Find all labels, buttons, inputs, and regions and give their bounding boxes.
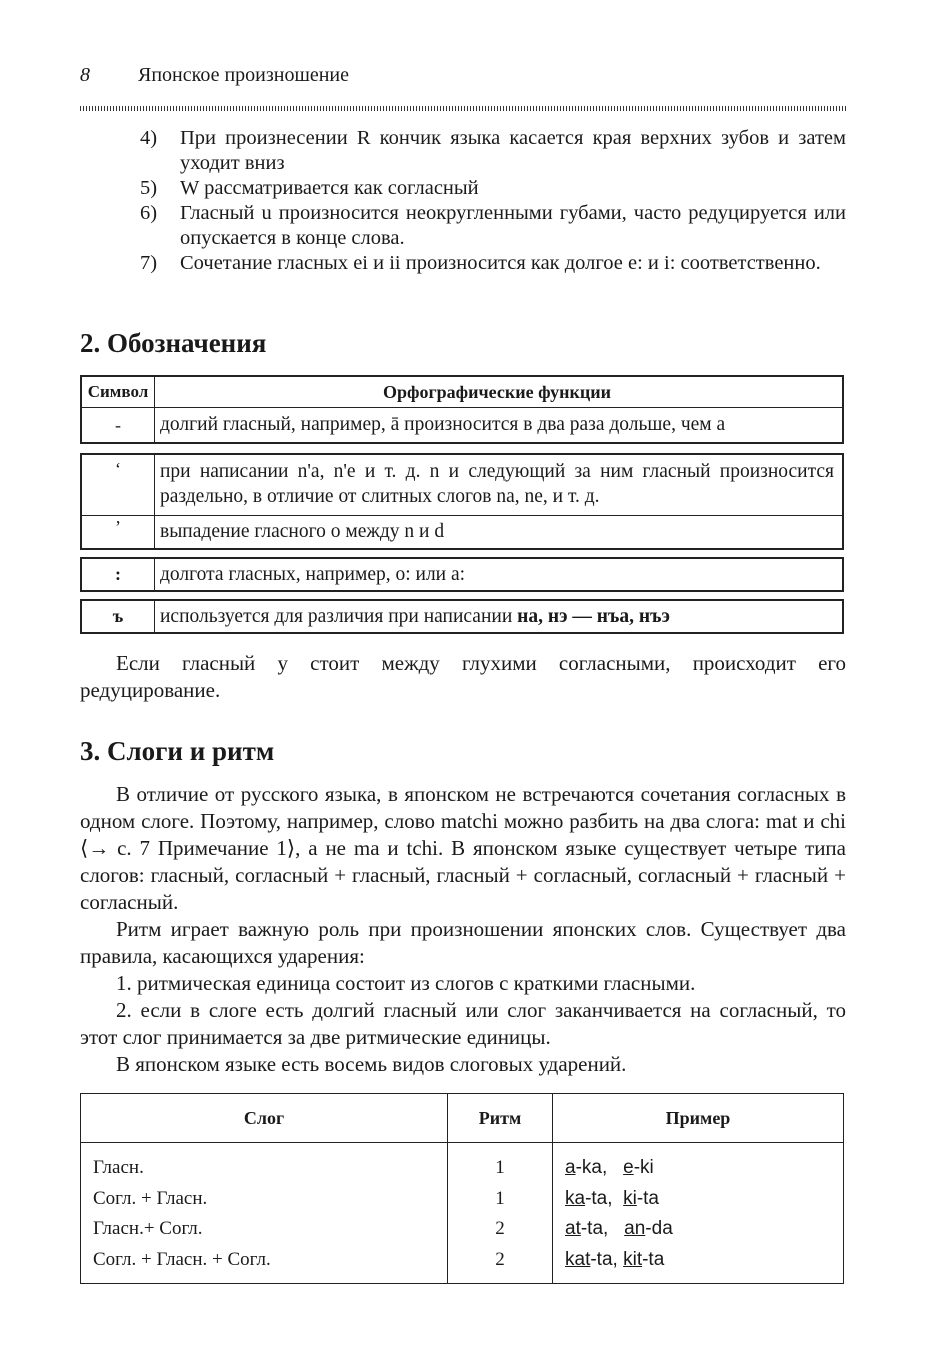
notation-symbol: ‘: [82, 455, 155, 515]
rhythm-value: 1: [495, 1187, 505, 1209]
note-item: 7) Сочетание гласных ei и ii произносится как долгое e: и i: соответственно.: [140, 252, 821, 274]
note-item: 5) W рассматривается как согласный: [140, 177, 479, 199]
syllable-table-body: [81, 1143, 844, 1284]
notation-symbol: ъ: [82, 601, 155, 632]
notation-function: используется для различия при написании на, нэ — нъа, нъэ: [160, 606, 670, 627]
syllable-type: Согл. + Гласн.: [93, 1187, 208, 1209]
running-title: Японское произношение: [138, 64, 350, 86]
example-header: Пример: [553, 1094, 844, 1143]
notation-row: [82, 515, 842, 548]
page-number: 8: [80, 64, 90, 86]
notation-table-box-2: [80, 453, 844, 550]
syllable-type: Гласн.: [93, 1157, 144, 1178]
example-line: ka-ta, ki-ta: [565, 1187, 660, 1209]
notation-function: долгота гласных, например, о: или а:: [160, 564, 466, 585]
notation-table-box-1: [80, 375, 844, 444]
notation-table-box-4: [80, 599, 844, 634]
example-line: at-ta, an-da: [565, 1218, 673, 1239]
syllable-column: [81, 1143, 448, 1284]
syllable-header: Слог: [81, 1094, 448, 1143]
example-column: [553, 1143, 844, 1284]
syllable-type: Гласн.+ Согл.: [93, 1218, 203, 1239]
section-2-after-paragraph: Если гласный y стоит между глухими согласными, происходит его редуцирование.: [80, 651, 846, 702]
rhythm-value: 2: [495, 1248, 505, 1270]
section-3-paragraph-1: В отличие от русского языка, в японском не встречаются сочетания согласных в одном слоге. Поэтому, например, слово matchi можно разбить на два слога: mat и chi ⟨→ с. 7 Примечание 1⟩, а не ma и tchi. В японском языке существует четыре типа слогов: гласный, согласный + гласный, гласный + согласный, согласный + гласный + согласный.: [80, 782, 846, 914]
notation-function: долгий гласный, например, ā произносится в два раза дольше, чем a: [160, 414, 726, 435]
notation-row: [82, 407, 842, 442]
notation-header-row: [82, 377, 842, 407]
notation-row: [82, 455, 842, 515]
notation-row: [82, 601, 842, 632]
rule-1: 1. ритмическая единица состоит из слогов с краткими гласными.: [116, 971, 696, 995]
section-3-heading: 3. Слоги и ритм: [80, 736, 275, 766]
function-header: Орфографические функции: [383, 382, 611, 402]
notation-function: при написании n'a, n'e и т. д. n и следующий за ним гласный произносится раздельно, в отличие от слитных слогов na, ne, и т. д.: [160, 461, 834, 507]
example-line: kat-ta, kit-ta: [565, 1248, 665, 1270]
notation-row: [82, 559, 842, 590]
rule-2: 2. если в слоге есть долгий гласный или слог заканчивается на согласный, то этот слог принимается за две ритмические единицы.: [80, 998, 846, 1049]
notation-symbol: -: [82, 408, 155, 442]
notation-function: выпадение гласного o между n и d: [160, 521, 445, 542]
section-3-paragraph-2: Ритм играет важную роль при произношении японских слов. Существует два правила, касающихся ударения:: [80, 917, 846, 968]
rhythm-value: 2: [495, 1218, 505, 1239]
syllable-table: [80, 1093, 844, 1284]
note-item: 6) Гласный u произносится неокругленными губами, часто редуцируется или опускается в конце слова.: [140, 202, 846, 249]
note-item: 4) При произнесении R кончик языка касается края верхних зубов и затем уходит вниз: [140, 127, 846, 174]
notation-symbol: ’: [82, 516, 155, 548]
syllable-type: Согл. + Гласн. + Согл.: [93, 1248, 271, 1270]
rhythm-column: [448, 1143, 553, 1284]
notes-list: [140, 126, 846, 276]
rhythm-value: 1: [495, 1157, 505, 1178]
symbol-header: Символ: [82, 377, 155, 407]
rhythm-header: Ритм: [448, 1094, 553, 1143]
header-dotted-rule: [80, 106, 846, 111]
syllable-table-header: [81, 1094, 844, 1143]
notation-table-box-3: [80, 557, 844, 592]
section-3-paragraph-3: В японском языке есть восемь видов слоговых ударений.: [116, 1052, 627, 1076]
notation-symbol: :: [82, 559, 155, 590]
section-2-heading: 2. Обозначения: [80, 328, 267, 358]
example-line: a-ka, e-ki: [565, 1157, 654, 1178]
